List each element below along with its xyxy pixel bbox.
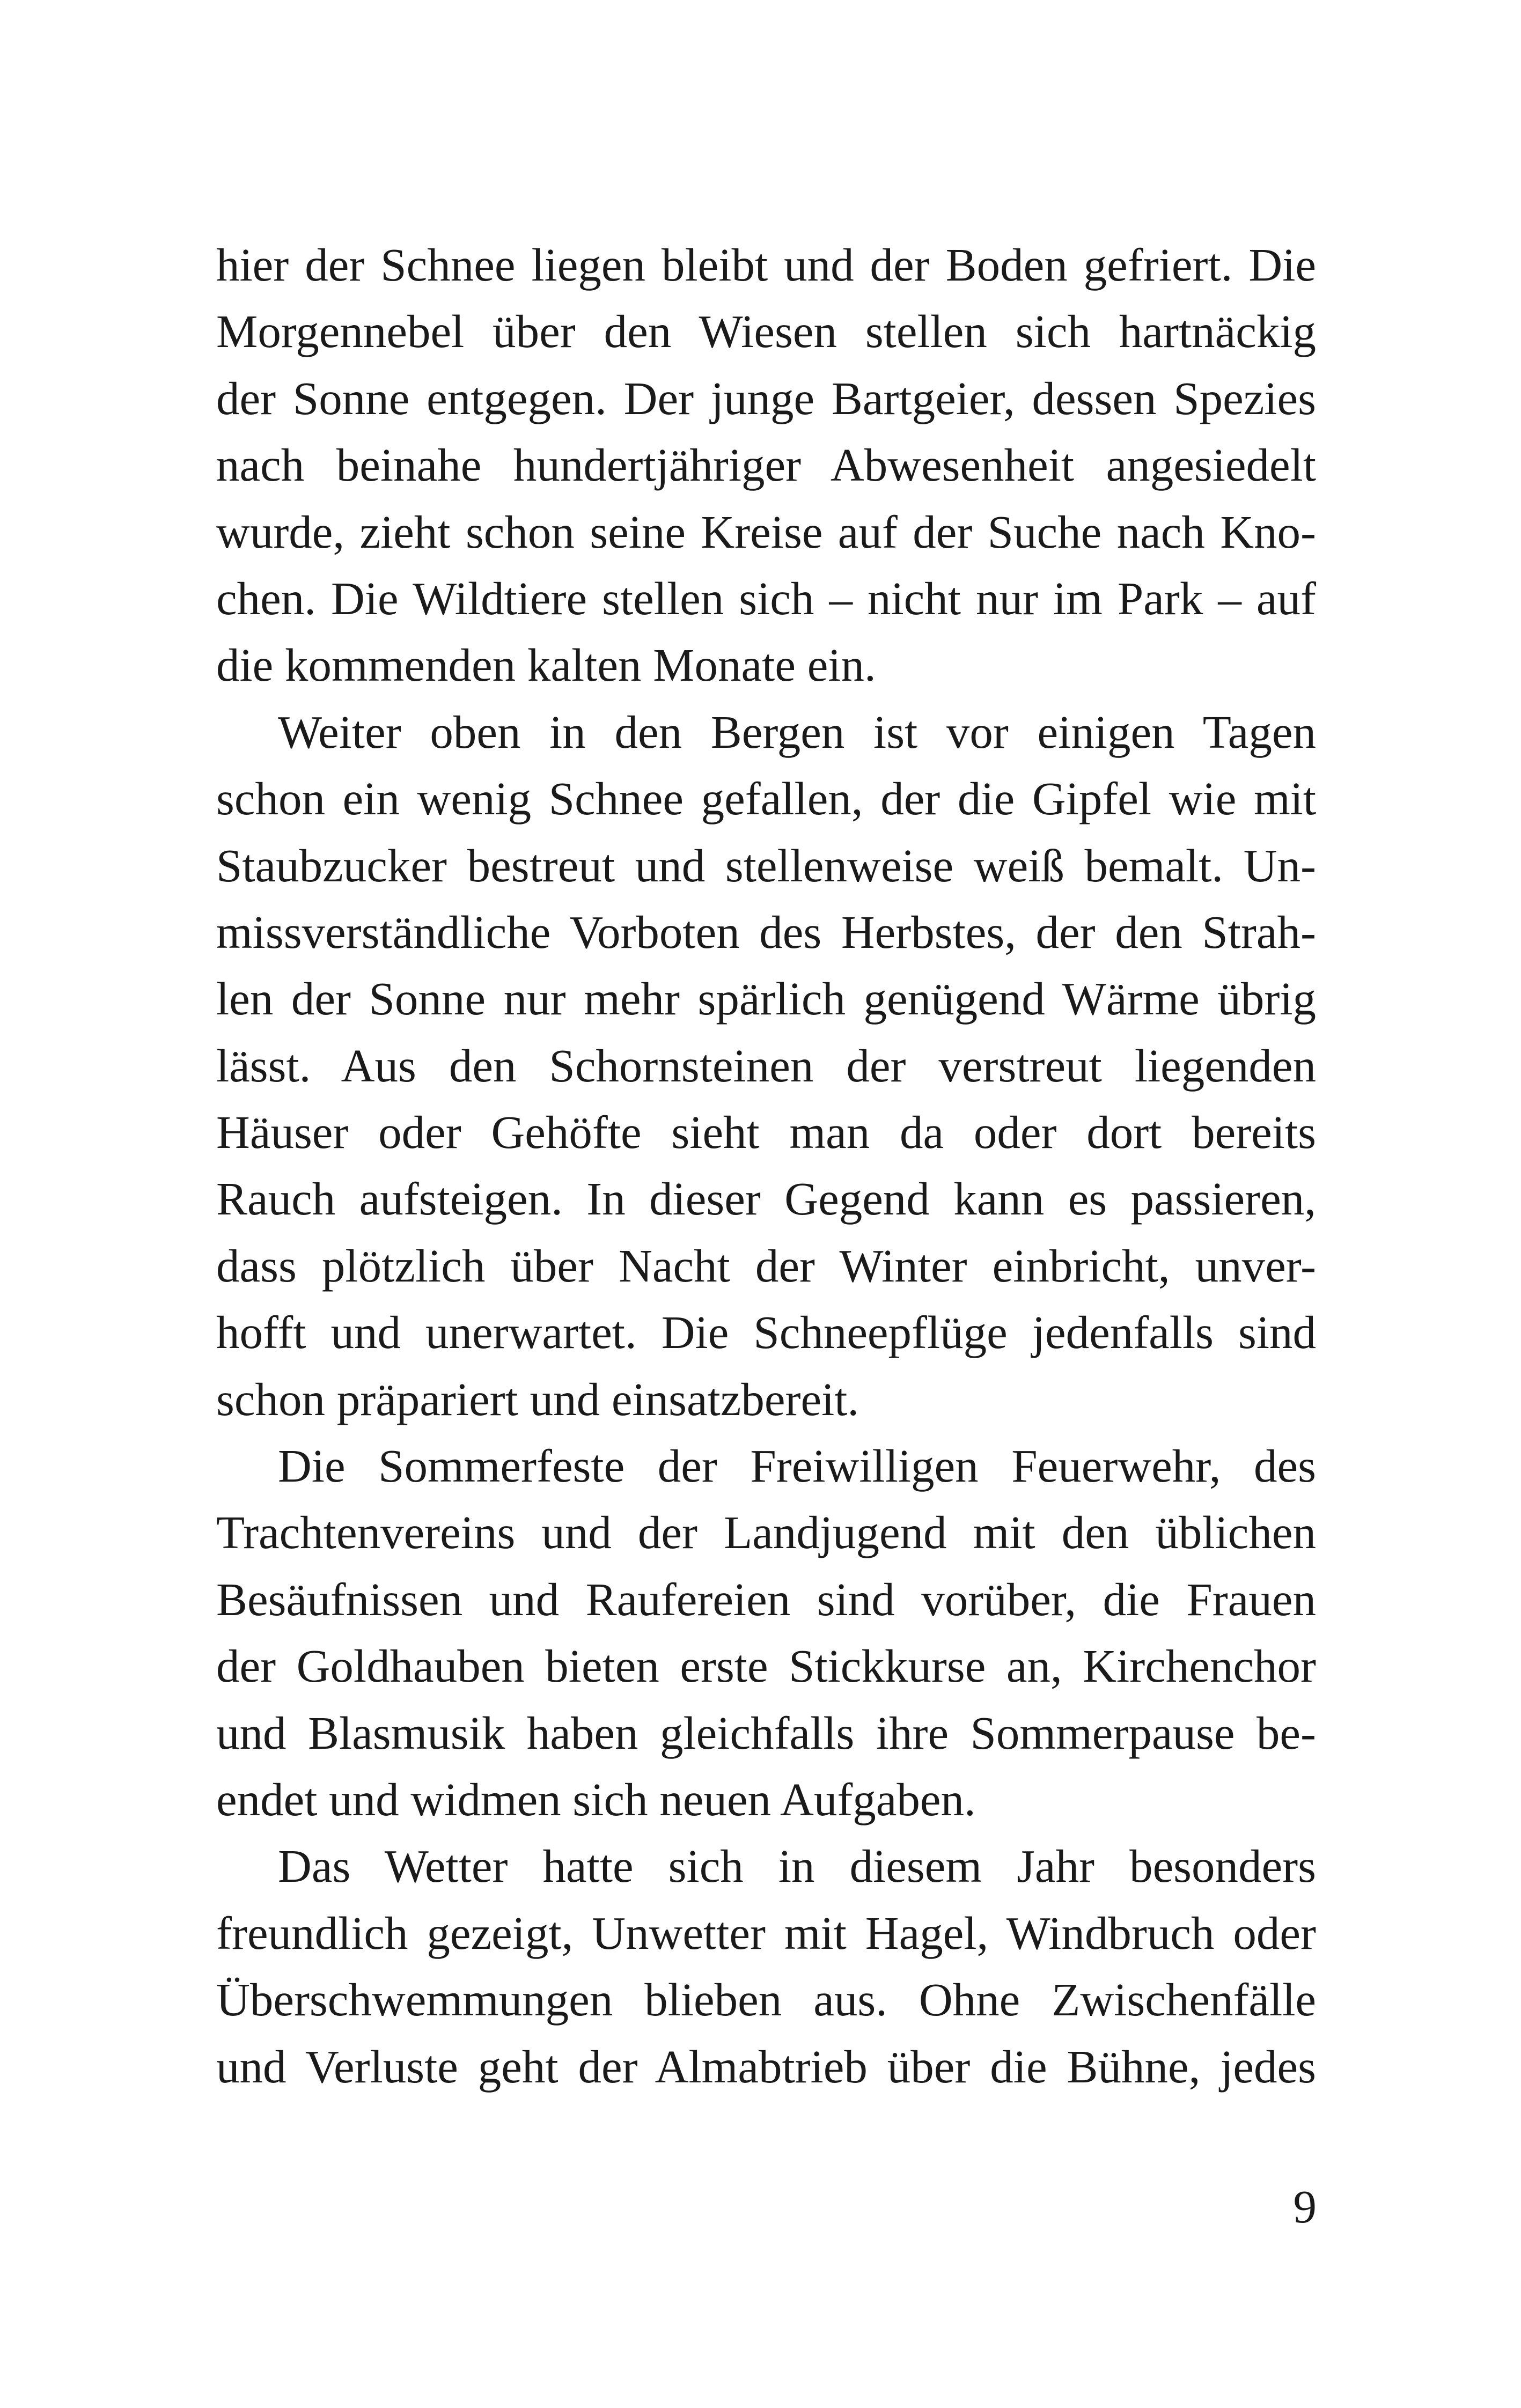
paragraph-4 bbox=[216, 1833, 1316, 2100]
text-line: schon ein wenig Schnee gefallen, der die Gipfel wie mit bbox=[216, 772, 1316, 825]
body-text bbox=[216, 232, 1316, 2100]
text-line: Staubzucker bestreut und stellenweise weiß bemalt. Un- bbox=[216, 839, 1316, 892]
text-line: und Verluste geht der Almabtrieb über die Bühne, jedes bbox=[216, 2040, 1316, 2093]
text-line: dass plötzlich über Nacht der Winter einbricht, unver- bbox=[216, 1239, 1316, 1292]
text-line: Trachtenvereins und der Landjugend mit den üblichen bbox=[216, 1506, 1316, 1559]
text-line: endet und widmen sich neuen Aufgaben. bbox=[216, 1773, 976, 1825]
paragraph-1 bbox=[216, 232, 1316, 699]
text-line: Besäufnissen und Raufereien sind vorüber, die Frauen bbox=[216, 1573, 1316, 1625]
text-line: Weiter oben in den Bergen ist vor einigen Tagen bbox=[278, 705, 1316, 758]
text-line: lässt. Aus den Schornsteinen der verstreut liegenden bbox=[216, 1039, 1316, 1092]
paragraph-2 bbox=[216, 699, 1316, 1433]
text-line: missverständliche Vorboten des Herbstes, der den Strah- bbox=[216, 905, 1316, 958]
text-line: nach beinahe hundertjähriger Abwesenheit angesiedelt bbox=[216, 439, 1316, 491]
text-line: hofft und unerwartet. Die Schneepflüge jedenfalls sind bbox=[216, 1306, 1316, 1359]
text-line: Das Wetter hatte sich in diesem Jahr besonders bbox=[278, 1840, 1316, 1892]
text-line: freundlich gezeigt, Unwetter mit Hagel, Windbruch oder bbox=[216, 1906, 1316, 1959]
text-line: len der Sonne nur mehr spärlich genügend Wärme übrig bbox=[216, 973, 1316, 1025]
text-line: schon präpariert und einsatzbereit. bbox=[216, 1373, 859, 1425]
text-line: der Goldhauben bieten erste Stickkurse an, Kirchenchor bbox=[216, 1640, 1316, 1692]
text-line: chen. Die Wildtiere stellen sich – nicht nur im Park – auf bbox=[216, 572, 1316, 624]
text-line: und Blasmusik haben gleichfalls ihre Sommerpause be- bbox=[216, 1706, 1316, 1759]
text-line: Morgennebel über den Wiesen stellen sich hartnäckig bbox=[216, 305, 1316, 358]
text-line: Rauch aufsteigen. In dieser Gegend kann es passieren, bbox=[216, 1173, 1316, 1225]
text-line: Häuser oder Gehöfte sieht man da oder dort bereits bbox=[216, 1106, 1316, 1159]
text-line: hier der Schnee liegen bleibt und der Boden gefriert. Die bbox=[216, 239, 1316, 291]
page-number: 9 bbox=[1293, 2181, 1317, 2233]
text-line: wurde, zieht schon seine Kreise auf der Suche nach Kno- bbox=[216, 505, 1316, 558]
text-line: Überschwemmungen blieben aus. Ohne Zwischenfälle bbox=[216, 1973, 1316, 2026]
text-line: Die Sommerfeste der Freiwilligen Feuerwehr, des bbox=[278, 1440, 1316, 1492]
paragraph-3 bbox=[216, 1433, 1316, 1833]
text-line: die kommenden kalten Monate ein. bbox=[216, 639, 876, 691]
text-line: der Sonne entgegen. Der junge Bartgeier, dessen Spezies bbox=[216, 372, 1316, 424]
